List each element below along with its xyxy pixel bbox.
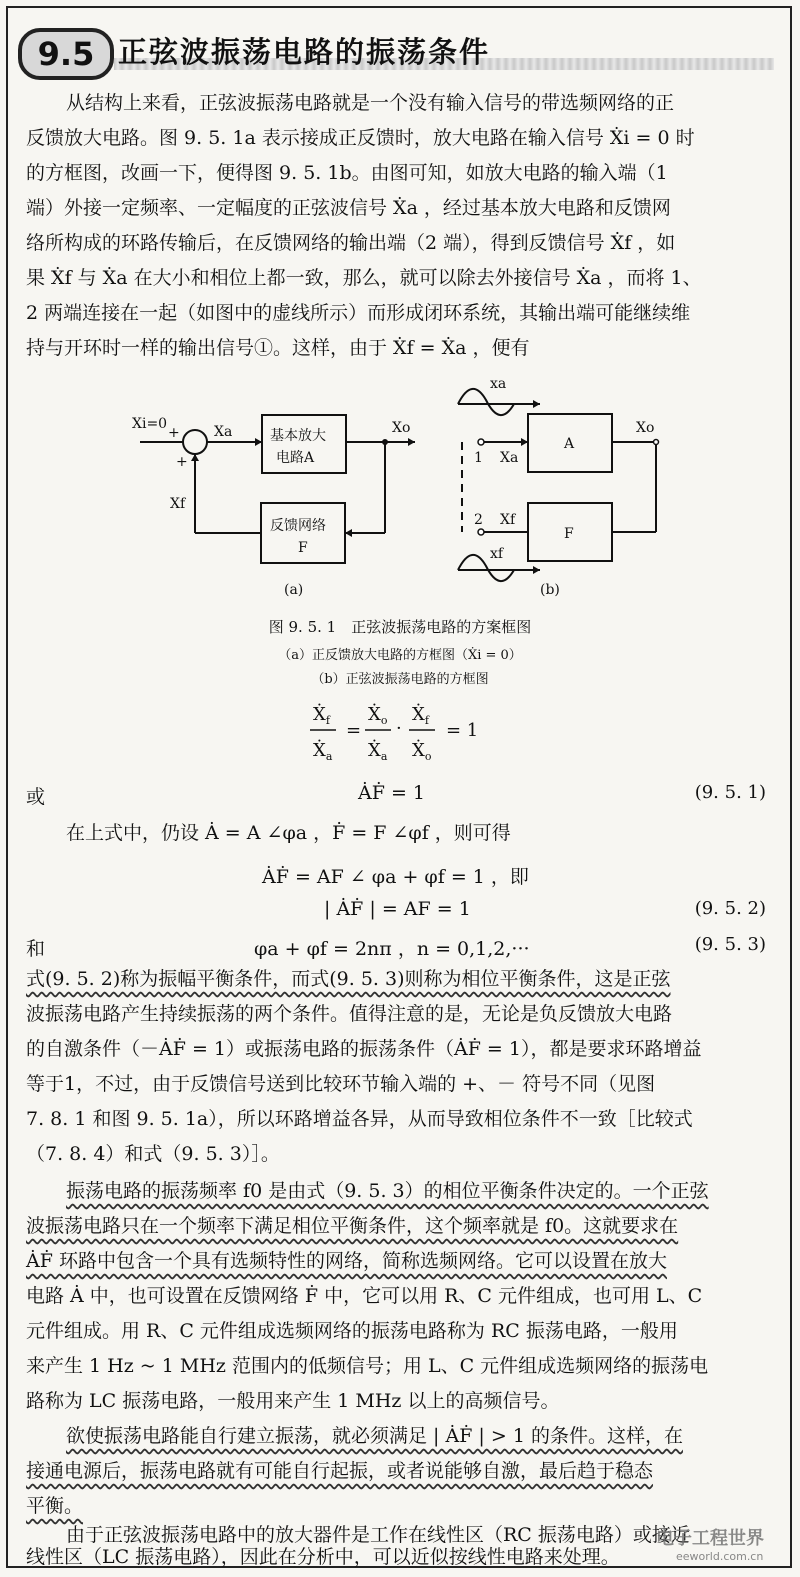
subfigure-tag: (a) [284, 582, 304, 598]
and-label: 和 [26, 938, 46, 960]
text-line: 从结构上来看，正弦波振荡电路就是一个没有输入信号的带选频网络的正 [66, 92, 675, 114]
text-line: 由于正弦波振荡电路中的放大器件是工作在线性区（RC 振荡电路）或接近 [66, 1524, 690, 1546]
subfigure-tag: (b) [540, 582, 560, 598]
text-line: 来产生 1 Hz ~ 1 MHz 范围内的低频信号；用 L、C 元件组成选频网络的振荡电 [26, 1355, 709, 1377]
text-line: ȦḞ 环路中包含一个具有选频特性的网络，简称选频网络。它可以设置在放大 [26, 1250, 667, 1272]
equation-number: (9. 5. 1) [694, 782, 766, 803]
text-line: 的自激条件（－ȦḞ = 1）或振荡电路的振荡条件（ȦḞ = 1），都是要求环路增益 [26, 1038, 702, 1060]
svg-text:Ẋo: Ẋ$_o$ [412, 740, 432, 763]
equation-9-5-3: φa + φf = 2nπ ，n = 0,1,2,··· [254, 938, 530, 960]
text-line: 果 Ẋf 与 Ẋa 在大小和相位上都一致，那么，就可以除去外接信号 Ẋa ，而将 1、 [26, 267, 702, 289]
text-line: 反馈放大电路。图 9. 5. 1a 表示接成正反馈时，放大电路在输入信号 Ẋi = 0 时 [26, 127, 695, 149]
text-line: （7. 8. 4）和式（9. 5. 3）］。 [26, 1143, 280, 1165]
text-line: 络所构成的环路传输后，在反馈网络的输出端（2 端），得到反馈信号 Ẋf ，如 [26, 232, 676, 254]
text-line: 接通电源后，振荡电路就有可能自行起振，或者说能够自激，最后趋于稳态 [26, 1460, 654, 1482]
section-header [14, 24, 786, 78]
xa-label: Xa [214, 424, 233, 440]
feedback-block-label: 反馈网络 [270, 518, 326, 534]
block-diagram-figure [0, 370, 800, 610]
svg-text:Ẋa: Ẋ$_a$ [313, 740, 333, 763]
plus-sign: + [176, 454, 188, 470]
feedback-block-label: F [298, 540, 308, 556]
svg-text:Ẋf: Ẋ$_f$ [313, 704, 330, 727]
fraction-equation [300, 694, 500, 768]
section-title: 正弦波振荡电路的振荡条件 [118, 35, 491, 69]
text-line: 路称为 LC 振荡电路，一般用来产生 1 MHz 以上的高频信号。 [26, 1390, 560, 1412]
figure-caption-a: （a）正反馈放大电路的方框图（Ẋi = 0） [278, 648, 522, 663]
amp-block-label: 电路A [276, 450, 315, 466]
svg-text:Ẋa: Ẋ$_a$ [368, 740, 388, 763]
node-2: 2 [474, 512, 483, 528]
text-line: 2 两端连接在一起（如图中的虚线所示）而形成闭环系统，其输出端可能继续维 [26, 302, 691, 324]
figure-caption: 图 9. 5. 1 正弦波振荡电路的方案框图 [268, 618, 532, 636]
svg-text:=: = [346, 720, 362, 741]
text-line: 端）外接一定频率、一定幅度的正弦波信号 Ẋa ，经过基本放大电路和反馈网 [26, 197, 671, 219]
watermark-logo [656, 1524, 764, 1563]
text-line: 在上式中，仍设 Ȧ = A ∠φa ，Ḟ = F ∠φf ，则可得 [66, 822, 511, 844]
text-line: 等于1，不过，由于反馈信号送到比较环节输入端的 +、－ 符号不同（见图 [26, 1073, 656, 1095]
text-line: 线性区（LC 振荡电路），因此在分析中，可以近似按线性电路来处理。 [26, 1546, 620, 1568]
watermark-name: 电子工程世界 [656, 1528, 764, 1549]
xa-label: Xa [500, 450, 519, 466]
fraction-result: = 1 [446, 720, 479, 741]
equation-9-5-2: | ȦḞ | = AF = 1 [324, 898, 471, 920]
text-line: 波振荡电路产生持续振荡的两个条件。值得注意的是，无论是负反馈放大电路 [26, 1003, 673, 1025]
equation-9-5-1: ȦḞ = 1 [358, 782, 425, 804]
node-1: 1 [474, 450, 483, 466]
text-line: 7. 8. 1 和图 9. 5. 1a），所以环路增益各异，从而导致相位条件不一致［比较式 [26, 1108, 693, 1130]
section-number-badge: 9.5 [18, 28, 114, 80]
text-line: 欲使振荡电路能自行建立振荡，就必须满足 | ȦḞ | > 1 的条件。这样，在 [66, 1425, 683, 1447]
svg-text:Ẋo: Ẋ$_o$ [368, 704, 388, 727]
amp-block-label: 基本放大 [270, 428, 326, 444]
input-label: Xi=0 [132, 416, 168, 432]
or-label: 或 [26, 786, 46, 808]
text-line: 持与开环时一样的输出信号①。这样，由于 Ẋf = Ẋa ，便有 [26, 337, 530, 359]
text-line: 式(9. 5. 2)称为振幅平衡条件，而式(9. 5. 3)则称为相位平衡条件，这是正弦 [26, 968, 671, 990]
text-line: 元件组成。用 R、C 元件组成选频网络的振荡电路称为 RC 振荡电路，一般用 [26, 1320, 678, 1342]
svg-text:·: · [396, 718, 402, 739]
xf-wave-label: xf [490, 546, 504, 562]
svg-text:Ẋf: Ẋ$_f$ [412, 704, 429, 727]
equation-af: ȦḞ = AF ∠ φa + φf = 1 ，即 [262, 866, 529, 888]
xf-label: Xf [170, 496, 186, 512]
text-line: 波振荡电路只在一个频率下满足相位平衡条件，这个频率就是 f0。这就要求在 [26, 1215, 679, 1237]
feedback-block-label: F [564, 526, 574, 542]
equation-number: (9. 5. 2) [694, 898, 766, 919]
plus-sign: + [168, 425, 180, 441]
watermark-url: eeworld.com.cn [676, 1550, 764, 1563]
figure-caption-b: （b）正弦波振荡电路的方框图 [311, 672, 489, 687]
xf-label: Xf [500, 512, 516, 528]
text-line: 平衡。 [26, 1495, 84, 1517]
equation-number: (9. 5. 3) [694, 934, 766, 955]
text-line: 振荡电路的振荡频率 f0 是由式（9. 5. 3）的相位平衡条件决定的。一个正弦 [66, 1180, 709, 1202]
xo-label: Xo [636, 420, 655, 436]
amp-block-label: A [564, 436, 575, 452]
xo-label: Xo [392, 420, 411, 436]
text-line: 的方框图，改画一下，便得图 9. 5. 1b。由图可知，如放大电路的输入端（1 [26, 162, 668, 184]
text-line: 电路 Ȧ 中，也可设置在反馈网络 Ḟ 中，它可以用 R、C 元件组成，也可用 L、C [26, 1285, 703, 1307]
xa-wave-label: xa [490, 376, 507, 392]
